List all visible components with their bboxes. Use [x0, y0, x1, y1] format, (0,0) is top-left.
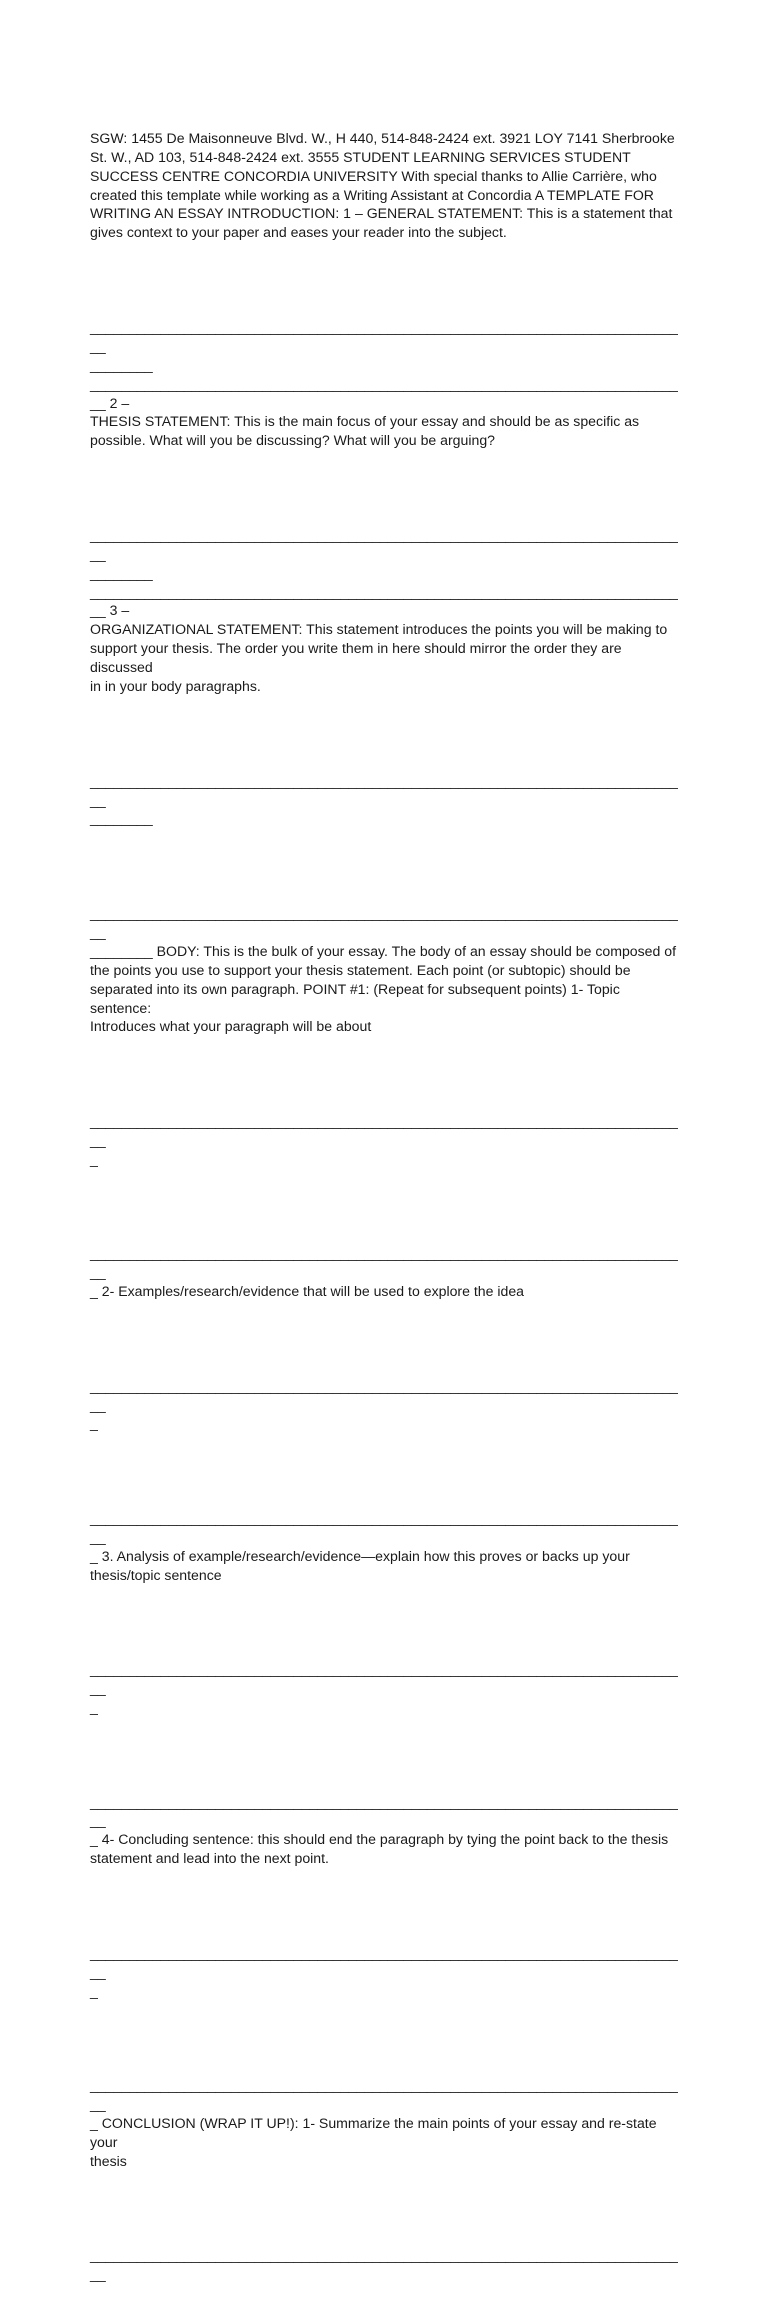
document-header-text: SGW: 1455 De Maisonneuve Blvd. W., H 440, 514-848-2424 ext. 3921 LOY 7141 Sherbrooke St. W., AD 103, 514-848-2424 ext. 3555 STUDENT LEARNING SERVICES STUDENT SUCCESS CENTRE CONCORDIA UNIVERSITY With special thanks to Allie Carrière, who created this template while working as a Writing Assistant at Concordia A TEMPLATE FOR WRITING AN ESSAY INTRODUCTION: 1 – GENERAL STATEMENT: This is a statement that gives context to your paper and eases your reader into the subject.: [90, 129, 675, 241]
conclusion-answer-line: _____________________________________________________________________________: [90, 2247, 678, 2283]
examples-section: _____________________________________________________________________________ _ 2- Examples/research/evidence that will be used to explore the idea: [90, 1245, 678, 1300]
organizational-statement-section: _____________________________________________________________________________ ________ _____________________________________________________________________________ 3 – ORGANIZATIONAL STATEMENT: This statement introduces the points you will be making to support your thesis. The order you write them in here should mirror the order they are discussed in in your body paragraphs.: [90, 526, 678, 695]
thesis-statement-section: _____________________________________________________________________________ ________ _____________________________________________________________________________ 2 – THESIS STATEMENT: This is the main focus of your essay and should be as specific as possible. What will you be discussing? What will you be arguing?: [90, 318, 678, 449]
concluding-sentence-section: _____________________________________________________________________________ _ 4- Concluding sentence: this should end the paragraph by tying the point back to the thesis statement and lead into the next point.: [90, 1793, 678, 1867]
examples-answer-line: _____________________________________________________________________________ _: [90, 1377, 678, 1432]
topic-sentence-answer-line: _____________________________________________________________________________ _: [90, 1112, 678, 1167]
concluding-answer-line: _____________________________________________________________________________ _: [90, 1944, 678, 1999]
conclusion-section: _____________________________________________________________________________ _ CONCLUSION (WRAP IT UP!): 1- Summarize the main points of your essay and re-state your thesis: [90, 2077, 678, 2169]
analysis-section: _____________________________________________________________________________ _ 3. Analysis of example/research/evidence—explain how this proves or backs up your thesis/topic sentence: [90, 1509, 678, 1583]
body-section: _____________________________________________________________________________ ________ BODY: This is the bulk of your essay. The body of an essay should be composed of the points you use to support your thesis statement. Each point (or subtopic) should be separated into its own paragraph. POINT #1: (Repeat for subsequent points) 1- Topic sentence: Introduces what your paragraph will be about: [90, 904, 678, 1035]
analysis-answer-line: _____________________________________________________________________________ _: [90, 1661, 678, 1716]
document-page: [90, 91, 684, 2303]
blank-answer-lines: _____________________________________________________________________________ ________: [90, 772, 678, 827]
